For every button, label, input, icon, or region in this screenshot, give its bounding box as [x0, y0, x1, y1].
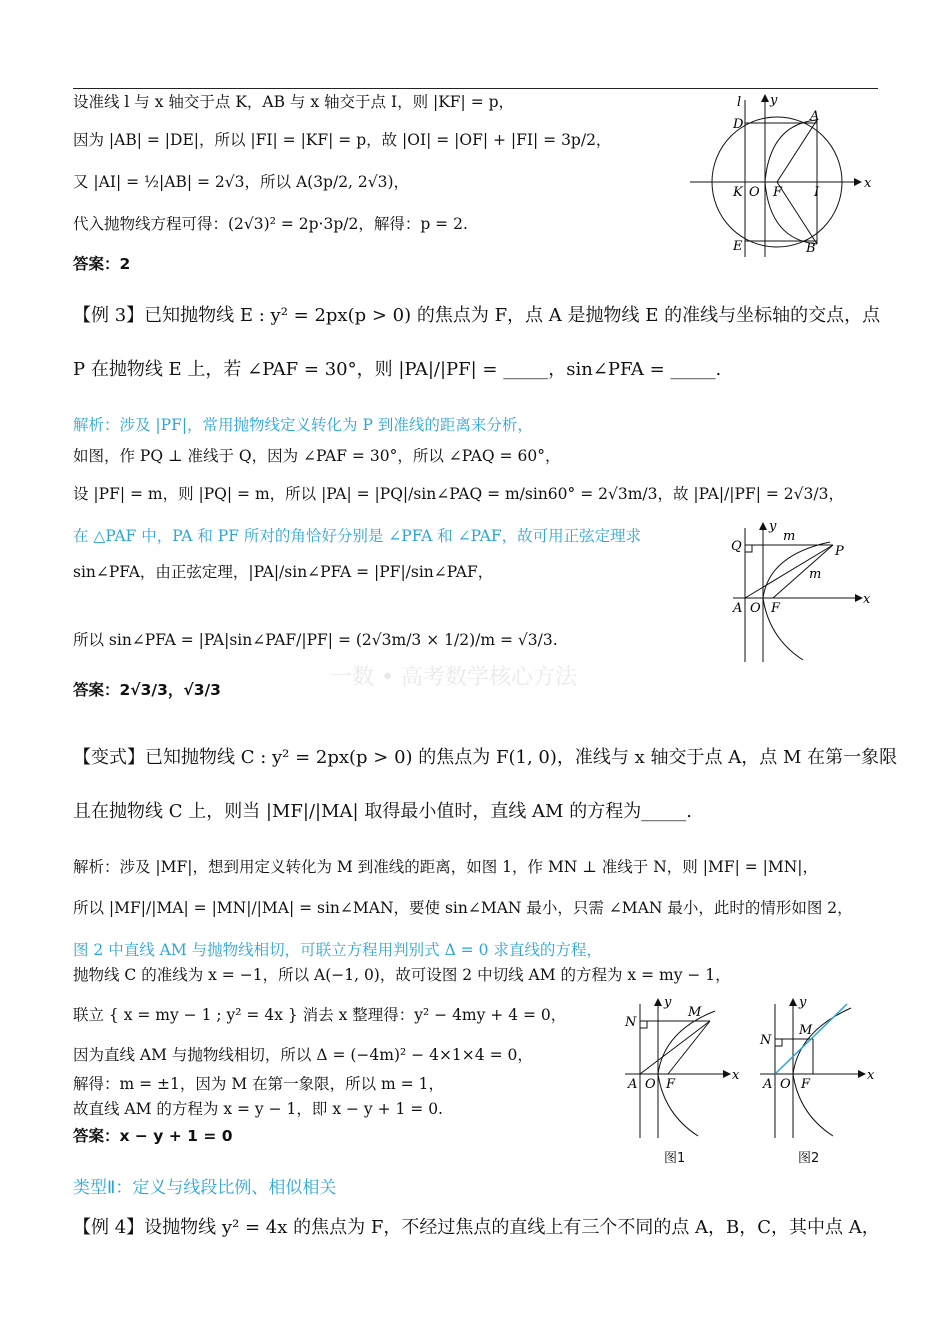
header-rule	[73, 88, 878, 89]
fig1-label-e: E	[733, 239, 743, 254]
section-heading: 类型Ⅱ：定义与线段比例、相似相关	[73, 1178, 337, 1198]
fig3-caption: 图1	[664, 1151, 686, 1166]
fig1-label-i: I	[814, 185, 820, 200]
fig4-caption: 图2	[798, 1151, 820, 1166]
fig4-label-y: y	[799, 995, 807, 1010]
fig2-label-p: P	[835, 544, 844, 559]
line-4: 代入抛物线方程可得：(2√3)² = 2p·3p/2，解得：p = 2.	[73, 215, 468, 233]
figure-example-3	[725, 520, 875, 665]
fig2-label-m1: m	[783, 529, 796, 544]
figure-variant-2	[755, 996, 875, 1141]
example-4-line-1: 【例 4】设抛物线 y² = 4x 的焦点为 F，不经过焦点的直线上有三个不同的点 A，B，C，其中点 A，	[73, 1217, 880, 1238]
watermark: 一数 • 高考数学核心方法	[330, 665, 577, 690]
fig2-label-q: Q	[731, 539, 742, 554]
fig2-label-f: F	[771, 601, 781, 616]
analysis-3-line-4: 在 △PAF 中，PA 和 PF 所对的角恰好分别是 ∠PFA 和 ∠PAF，故可用正弦定理求	[73, 527, 642, 545]
fig3-label-o: O	[645, 1077, 656, 1092]
example-3-line-1: 【例 3】已知抛物线 E : y² = 2px(p > 0) 的焦点为 F，点 A 是抛物线 E 的准线与坐标轴的交点，点	[73, 305, 881, 326]
answer-3: 答案：2√3/3，√3/3	[73, 681, 221, 699]
fig3-label-n: N	[625, 1015, 637, 1030]
fig2-label-a: A	[733, 601, 743, 616]
figure-circle-parabola	[690, 92, 880, 262]
fig3-label-x: x	[732, 1068, 740, 1083]
analysis-3-line-2: 如图，作 PQ ⊥ 准线于 Q，因为 ∠PAF = 30°，所以 ∠PAQ = 60°，	[73, 447, 561, 465]
fig4-label-x: x	[867, 1068, 875, 1083]
variant-line-2: 且在抛物线 C 上，则当 |MF|/|MA| 取得最小值时，直线 AM 的方程为_____.	[73, 801, 692, 822]
analysis-3-line-1: 解析：涉及 |PF|，常用抛物线定义转化为 P 到准线的距离来分析，	[73, 416, 533, 434]
analysis-v-line-2: 所以 |MF|/|MA| = |MN|/|MA| = sin∠MAN，要使 sin∠MAN 最小，只需 ∠MAN 最小，此时的情形如图 2，	[73, 899, 853, 917]
analysis-v-line-5: 联立 { x = my − 1 ; y² = 4x } 消去 x 整理得：y² − 4my + 4 = 0，	[73, 1006, 567, 1024]
analysis-v-line-1: 解析：涉及 |MF|，想到用定义转化为 M 到准线的距离，如图 1，作 MN ⊥ 准线于 N，则 |MF| = |MN|，	[73, 858, 819, 876]
fig4-label-n: N	[760, 1033, 772, 1048]
fig1-label-f: F	[773, 185, 783, 200]
fig2-label-o: O	[750, 601, 761, 616]
fig4-label-o: O	[780, 1077, 791, 1092]
answer-1: 答案：2	[73, 255, 131, 273]
line-1: 设准线 l 与 x 轴交于点 K，AB 与 x 轴交于点 I，则 |KF| = p，	[73, 93, 515, 111]
fig1-label-y: y	[770, 93, 778, 108]
analysis-v-line-6: 因为直线 AM 与抛物线相切，所以 Δ = (−4m)² − 4×1×4 = 0，	[73, 1046, 533, 1064]
fig1-label-k: K	[733, 185, 743, 200]
variant-line-1: 【变式】已知抛物线 C : y² = 2px(p > 0) 的焦点为 F(1, 0)，准线与 x 轴交于点 A，点 M 在第一象限	[73, 747, 898, 768]
fig3-label-y: y	[664, 995, 672, 1010]
line-3: 又 |AI| = ½|AB| = 2√3，所以 A(3p/2, 2√3)，	[73, 173, 410, 191]
analysis-v-line-7: 解得：m = ±1，因为 M 在第一象限，所以 m = 1，	[73, 1075, 444, 1093]
fig4-label-a: A	[763, 1077, 773, 1092]
fig1-label-x: x	[864, 176, 872, 191]
figure-variant-1	[620, 996, 740, 1141]
fig1-label-o: O	[749, 185, 760, 200]
analysis-3-line-6: 所以 sin∠PFA = |PA|sin∠PAF/|PF| = (2√3m/3 × 1/2)/m = √3/3.	[73, 631, 558, 649]
analysis-v-line-3: 图 2 中直线 AM 与抛物线相切，可联立方程用判别式 Δ = 0 求直线的方程，	[73, 941, 602, 959]
fig4-label-f: F	[801, 1077, 811, 1092]
fig3-label-m: M	[688, 1005, 702, 1020]
fig1-label-d: D	[733, 117, 744, 132]
analysis-3-line-5: sin∠PFA，由正弦定理，|PA|/sin∠PFA = |PF|/sin∠PAF，	[73, 563, 494, 581]
fig2-label-x: x	[863, 592, 871, 607]
fig1-label-b: B	[806, 241, 816, 256]
fig3-label-f: F	[666, 1077, 676, 1092]
fig4-label-m: M	[799, 1023, 813, 1038]
analysis-v-line-8: 故直线 AM 的方程为 x = y − 1，即 x − y + 1 = 0.	[73, 1100, 443, 1118]
analysis-3-line-3: 设 |PF| = m，则 |PQ| = m，所以 |PA| = |PQ|/sin∠PAQ = m/sin60° = 2√3m/3，故 |PA|/|PF| = 2√3/3，	[73, 485, 844, 503]
fig3-label-a: A	[628, 1077, 638, 1092]
fig1-label-l: l	[737, 95, 742, 110]
fig2-label-y: y	[769, 519, 777, 534]
answer-v: 答案：x − y + 1 = 0	[73, 1127, 233, 1145]
fig1-label-a: A	[810, 109, 820, 124]
fig2-label-m2: m	[809, 567, 822, 582]
analysis-v-line-4: 抛物线 C 的准线为 x = −1，所以 A(−1, 0)，故可设图 2 中切线 AM 的方程为 x = my − 1，	[73, 966, 731, 984]
example-3-line-2: P 在抛物线 E 上，若 ∠PAF = 30°，则 |PA|/|PF| = _____，sin∠PFA = _____.	[73, 359, 722, 380]
line-2: 因为 |AB| = |DE|，所以 |FI| = |KF| = p，故 |OI| = |OF| + |FI| = 3p/2，	[73, 131, 612, 149]
